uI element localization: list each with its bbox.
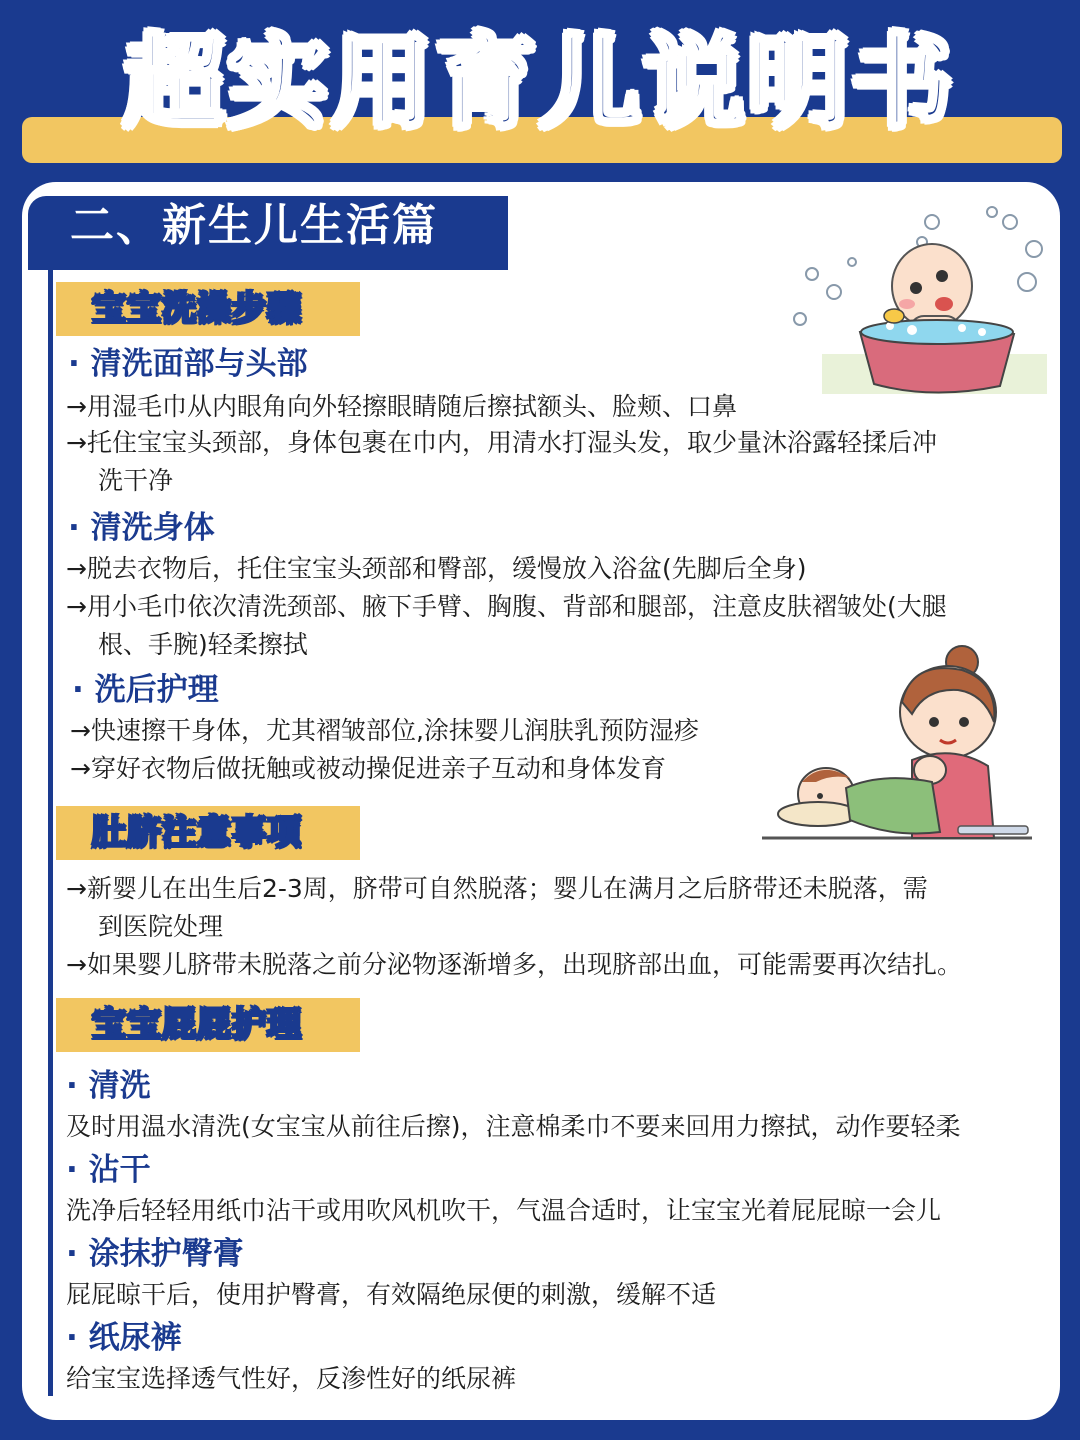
heading-bath-steps	[56, 282, 360, 336]
text-line: →用小毛巾依次清洗颈部、腋下手臂、胸腹、背部和腿部，注意皮肤褶皱处(大腿	[66, 592, 947, 621]
text-line: →新婴儿在出生后2-3周，脐带可自然脱落；婴儿在满月之后脐带还未脱落，需	[66, 874, 928, 903]
mother-baby-illustration	[762, 642, 1042, 864]
page-title: 超实用育儿说明书	[124, 24, 956, 141]
subheading-dry: · 沾干	[66, 1152, 151, 1188]
text-line: 洗净后轻轻用纸巾沾干或用吹风机吹干，气温合适时，让宝宝光着屁屁晾一会儿	[66, 1196, 942, 1225]
text-line: →用湿毛巾从内眼角向外轻擦眼睛随后擦拭额头、脸颊、口鼻	[66, 392, 737, 421]
text-line: 及时用温水清洗(女宝宝从前往后擦)，注意棉柔巾不要来回用力擦拭，动作要轻柔	[66, 1112, 961, 1141]
text-line: →托住宝宝头颈部，身体包裹在巾内，用清水打湿头发，取少量沐浴露轻揉后冲	[66, 428, 937, 457]
subheading-body: · 清洗身体	[68, 510, 215, 546]
text-line: →如果婴儿脐带未脱落之前分泌物逐渐增多，出现脐部出血，可能需要再次结扎。	[66, 950, 962, 979]
subheading-face-head: · 清洗面部与头部	[68, 346, 308, 382]
content-card	[22, 182, 1060, 1420]
heading-navel	[56, 806, 360, 860]
text-line: 到医院处理	[98, 912, 224, 941]
subheading-diaper: · 纸尿裤	[66, 1320, 182, 1356]
subheading-wash: · 清洗	[66, 1068, 151, 1104]
text-line: →脱去衣物后，托住宝宝头颈部和臀部，缓慢放入浴盆(先脚后全身)	[66, 554, 807, 583]
heading-butt-care	[56, 998, 360, 1052]
heading-navel-label: 肚脐注意事项	[92, 813, 302, 853]
subheading-cream: · 涂抹护臀膏	[66, 1236, 244, 1272]
heading-butt-care-label: 宝宝屁屁护理	[92, 1005, 302, 1045]
heading-bath-steps-label: 宝宝洗澡步骤	[92, 289, 302, 329]
subheading-aftercare: · 洗后护理	[72, 672, 219, 708]
text-line: 屁屁晾干后，使用护臀膏，有效隔绝尿便的刺激，缓解不适	[66, 1280, 717, 1309]
text-line: 洗干净	[98, 466, 174, 495]
baby-bath-illustration	[782, 204, 1052, 394]
section-title: 二、新生儿生活篇	[70, 200, 438, 251]
text-line: 给宝宝选择透气性好，反渗性好的纸尿裤	[66, 1364, 517, 1393]
text-line: →穿好衣物后做抚触或被动操促进亲子互动和身体发育	[70, 754, 666, 783]
text-line: →快速擦干身体，尤其褶皱部位,涂抹婴儿润肤乳预防湿疹	[70, 716, 699, 745]
text-line: 根、手腕)轻柔擦拭	[98, 630, 308, 659]
left-accent-line	[48, 270, 53, 1396]
